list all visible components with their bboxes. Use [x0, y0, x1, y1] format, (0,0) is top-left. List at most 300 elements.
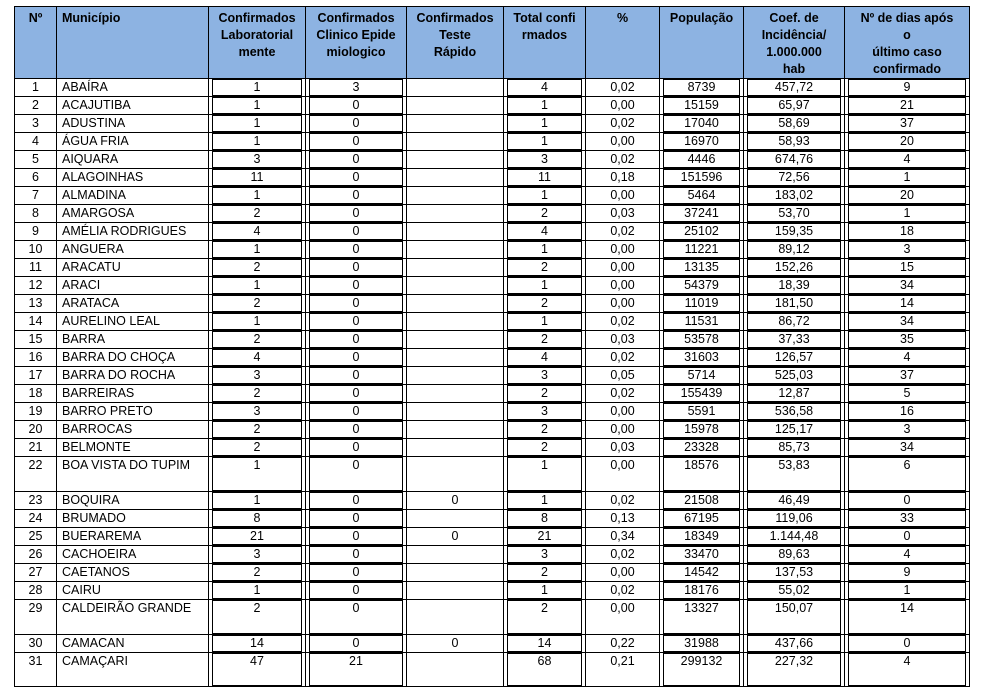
- cell-municipio: ARACI: [57, 277, 209, 295]
- cell-populacao: [660, 151, 744, 169]
- cell-coef: [744, 205, 845, 223]
- header-municipio: Município: [57, 7, 209, 79]
- cell-coef: [744, 133, 845, 151]
- cell-dias: [845, 79, 970, 97]
- cell-conf-lab-value: 1: [212, 277, 302, 294]
- cell-dias: [845, 97, 970, 115]
- cell-dias: [845, 169, 970, 187]
- cell-conf-clin-value: 0: [309, 133, 403, 150]
- cell-conf-clin: [306, 581, 407, 599]
- cell-coef-value: 125,17: [747, 421, 841, 438]
- cell-dias-value: 18: [848, 223, 966, 240]
- cell-populacao: [660, 169, 744, 187]
- cell-conf-lab: [209, 313, 306, 331]
- cell-num: 23: [15, 491, 57, 509]
- cell-num: 4: [15, 133, 57, 151]
- cell-total: [504, 223, 586, 241]
- cell-pct: 0,00: [586, 277, 660, 295]
- cell-municipio: BARREIRAS: [57, 385, 209, 403]
- cell-coef: [744, 439, 845, 457]
- cell-dias-value: 14: [848, 600, 966, 634]
- cell-total-value: 2: [507, 600, 582, 634]
- cell-num: 28: [15, 581, 57, 599]
- cell-num: 20: [15, 421, 57, 439]
- cell-populacao: [660, 385, 744, 403]
- header-dias: [845, 7, 970, 79]
- cell-total-value: 11: [507, 169, 582, 186]
- cell-conf-clin: [306, 115, 407, 133]
- cell-municipio: BOA VISTA DO TUPIM: [57, 457, 209, 492]
- table-row: [15, 295, 970, 313]
- cell-populacao-value: 8739: [663, 79, 740, 96]
- cell-total: [504, 97, 586, 115]
- cell-conf-teste: [407, 599, 504, 634]
- cell-coef: [744, 331, 845, 349]
- cell-conf-lab: [209, 527, 306, 545]
- cell-conf-lab: [209, 563, 306, 581]
- cell-populacao-value: 11019: [663, 295, 740, 312]
- cell-conf-clin: [306, 97, 407, 115]
- cell-conf-clin-value: 3: [309, 79, 403, 96]
- cell-conf-clin-value: 0: [309, 115, 403, 132]
- table-row: [15, 403, 970, 421]
- cell-pct: 0,02: [586, 349, 660, 367]
- cell-conf-teste: [407, 439, 504, 457]
- header-conf-clin: [306, 7, 407, 79]
- cell-conf-clin: [306, 295, 407, 313]
- cell-total: [504, 634, 586, 652]
- cell-dias-value: 37: [848, 115, 966, 132]
- cell-coef: [744, 457, 845, 492]
- header-coef-line: Incidência/: [761, 28, 827, 42]
- cell-populacao: [660, 367, 744, 385]
- cell-total-value: 2: [507, 295, 582, 312]
- cell-total: [504, 115, 586, 133]
- cell-dias-value: 34: [848, 439, 966, 456]
- cell-populacao: [660, 223, 744, 241]
- cell-populacao-value: 23328: [663, 439, 740, 456]
- cell-num: 18: [15, 385, 57, 403]
- header-conf-lab-line: mente: [238, 45, 276, 59]
- cell-conf-clin: [306, 491, 407, 509]
- cell-conf-lab: [209, 259, 306, 277]
- cell-pct: 0,00: [586, 295, 660, 313]
- cell-num: 27: [15, 563, 57, 581]
- cell-conf-clin-value: 0: [309, 367, 403, 384]
- cell-conf-teste: [407, 421, 504, 439]
- cell-conf-clin-value: 0: [309, 151, 403, 168]
- table-row: [15, 349, 970, 367]
- cell-conf-clin: [306, 634, 407, 652]
- cell-conf-lab: [209, 331, 306, 349]
- table-row: [15, 367, 970, 385]
- cell-pct: 0,22: [586, 634, 660, 652]
- cell-municipio: BARRA DO ROCHA: [57, 367, 209, 385]
- cell-conf-teste: 0: [407, 527, 504, 545]
- cell-num: 11: [15, 259, 57, 277]
- cell-conf-clin: [306, 331, 407, 349]
- cell-coef: [744, 151, 845, 169]
- cell-pct: 0,21: [586, 652, 660, 687]
- cell-dias: [845, 457, 970, 492]
- cell-coef-value: 119,06: [747, 510, 841, 527]
- cell-populacao: [660, 634, 744, 652]
- cell-num: 7: [15, 187, 57, 205]
- cell-populacao: [660, 277, 744, 295]
- cell-conf-clin: [306, 599, 407, 634]
- cell-conf-clin: [306, 439, 407, 457]
- table-row: [15, 599, 970, 634]
- cell-populacao: [660, 115, 744, 133]
- cell-coef: [744, 652, 845, 687]
- cell-total: [504, 367, 586, 385]
- cell-coef: [744, 509, 845, 527]
- cell-populacao: [660, 295, 744, 313]
- cell-pct: 0,18: [586, 169, 660, 187]
- cell-conf-lab: [209, 79, 306, 97]
- cell-conf-lab-value: 1: [212, 241, 302, 258]
- cell-total-value: 4: [507, 79, 582, 96]
- cell-dias-value: 35: [848, 331, 966, 348]
- cell-conf-lab: [209, 151, 306, 169]
- table-row: [15, 205, 970, 223]
- cell-pct: 0,02: [586, 223, 660, 241]
- cell-conf-clin: [306, 259, 407, 277]
- cell-total: [504, 133, 586, 151]
- cell-conf-teste: [407, 277, 504, 295]
- cell-total-value: 1: [507, 582, 582, 599]
- cell-total-value: 2: [507, 439, 582, 456]
- cell-dias: [845, 241, 970, 259]
- cell-conf-lab-value: 3: [212, 546, 302, 563]
- cell-dias-value: 4: [848, 151, 966, 168]
- cell-conf-clin-value: 0: [309, 169, 403, 186]
- cell-coef: [744, 421, 845, 439]
- cell-populacao-value: 11221: [663, 241, 740, 258]
- cell-total-value: 4: [507, 223, 582, 240]
- cell-conf-teste: [407, 457, 504, 492]
- cell-total: [504, 403, 586, 421]
- cell-total-value: 21: [507, 528, 582, 545]
- cell-municipio: ÁGUA FRIA: [57, 133, 209, 151]
- cell-dias-value: 0: [848, 492, 966, 509]
- cell-conf-lab: [209, 634, 306, 652]
- cell-conf-clin-value: 0: [309, 349, 403, 366]
- cell-conf-lab-value: 2: [212, 331, 302, 348]
- cell-num: 12: [15, 277, 57, 295]
- cell-dias-value: 37: [848, 367, 966, 384]
- cell-coef-value: 85,73: [747, 439, 841, 456]
- cell-coef: [744, 563, 845, 581]
- header-dias-line: último caso: [872, 45, 942, 59]
- cell-pct: 0,00: [586, 259, 660, 277]
- cell-num: 10: [15, 241, 57, 259]
- cell-populacao: [660, 79, 744, 97]
- cell-populacao-value: 31988: [663, 635, 740, 652]
- table-row: [15, 509, 970, 527]
- cell-municipio: BRUMADO: [57, 509, 209, 527]
- cell-dias: [845, 652, 970, 687]
- cell-num: 9: [15, 223, 57, 241]
- cell-conf-clin-value: 0: [309, 635, 403, 652]
- cell-municipio: ACAJUTIBA: [57, 97, 209, 115]
- cell-conf-lab-value: 1: [212, 97, 302, 114]
- cell-total-value: 2: [507, 564, 582, 581]
- cell-populacao-value: 13327: [663, 600, 740, 634]
- table-row: [15, 259, 970, 277]
- cell-conf-lab: [209, 277, 306, 295]
- cell-total-value: 1: [507, 277, 582, 294]
- cell-pct: 0,03: [586, 205, 660, 223]
- cell-conf-clin: [306, 421, 407, 439]
- cell-dias: [845, 331, 970, 349]
- cell-municipio: BARRA: [57, 331, 209, 349]
- cell-conf-clin-value: 0: [309, 528, 403, 545]
- cell-municipio: CAMACAN: [57, 634, 209, 652]
- cell-conf-teste: [407, 349, 504, 367]
- cell-conf-teste: [407, 313, 504, 331]
- cell-pct: 0,00: [586, 403, 660, 421]
- cell-conf-clin-value: 0: [309, 421, 403, 438]
- cell-pct: 0,05: [586, 367, 660, 385]
- table-row: [15, 133, 970, 151]
- cell-conf-clin: [306, 563, 407, 581]
- cell-num: 8: [15, 205, 57, 223]
- cell-total: [504, 491, 586, 509]
- cell-dias-value: 0: [848, 635, 966, 652]
- cell-conf-teste: [407, 97, 504, 115]
- cell-municipio: ALAGOINHAS: [57, 169, 209, 187]
- cell-pct: 0,02: [586, 313, 660, 331]
- cell-total-value: 1: [507, 457, 582, 491]
- header-pct: %: [586, 7, 660, 79]
- cell-coef-value: 72,56: [747, 169, 841, 186]
- cell-total-value: 1: [507, 313, 582, 330]
- table-row: [15, 115, 970, 133]
- cell-conf-teste: [407, 403, 504, 421]
- cell-coef-value: 55,02: [747, 582, 841, 599]
- cell-conf-teste: [407, 509, 504, 527]
- cell-conf-teste: [407, 169, 504, 187]
- cell-coef: [744, 277, 845, 295]
- cell-coef-value: 37,33: [747, 331, 841, 348]
- cell-total: [504, 457, 586, 492]
- cell-total: [504, 421, 586, 439]
- cell-total: [504, 313, 586, 331]
- header-total-line: Total confi: [513, 11, 576, 25]
- cell-coef: [744, 349, 845, 367]
- cell-coef: [744, 241, 845, 259]
- cell-populacao: [660, 652, 744, 687]
- cell-num: 22: [15, 457, 57, 492]
- cell-conf-lab-value: 3: [212, 151, 302, 168]
- cell-dias: [845, 133, 970, 151]
- cell-conf-teste: [407, 545, 504, 563]
- cell-conf-lab: [209, 421, 306, 439]
- cell-coef: [744, 79, 845, 97]
- cell-conf-teste: [407, 187, 504, 205]
- cell-conf-lab-value: 4: [212, 223, 302, 240]
- cell-pct: 0,00: [586, 187, 660, 205]
- cell-conf-clin-value: 0: [309, 259, 403, 276]
- cell-coef: [744, 581, 845, 599]
- cell-coef: [744, 403, 845, 421]
- cell-municipio: ADUSTINA: [57, 115, 209, 133]
- cell-conf-lab-value: 11: [212, 169, 302, 186]
- cell-conf-lab: [209, 295, 306, 313]
- cell-dias: [845, 563, 970, 581]
- cell-dias-value: 1: [848, 205, 966, 222]
- table-row: [15, 527, 970, 545]
- cell-dias-value: 21: [848, 97, 966, 114]
- cell-dias: [845, 259, 970, 277]
- cell-total: [504, 277, 586, 295]
- cell-coef: [744, 295, 845, 313]
- cell-coef: [744, 367, 845, 385]
- cell-coef-value: 1.144,48: [747, 528, 841, 545]
- cell-conf-clin: [306, 527, 407, 545]
- cell-populacao-value: 13135: [663, 259, 740, 276]
- cell-conf-teste: [407, 115, 504, 133]
- cell-dias-value: 3: [848, 241, 966, 258]
- cell-conf-clin-value: 0: [309, 187, 403, 204]
- cell-coef-value: 65,97: [747, 97, 841, 114]
- header-conf-lab-line: Laboratorial: [220, 28, 294, 42]
- cell-num: 16: [15, 349, 57, 367]
- cell-populacao: [660, 457, 744, 492]
- covid-municipality-table: [14, 6, 970, 687]
- cell-coef-value: 137,53: [747, 564, 841, 581]
- cell-populacao: [660, 133, 744, 151]
- cell-pct: 0,13: [586, 509, 660, 527]
- cell-conf-clin: [306, 349, 407, 367]
- table-row: [15, 169, 970, 187]
- cell-populacao: [660, 563, 744, 581]
- cell-conf-clin-value: 0: [309, 331, 403, 348]
- cell-conf-teste: [407, 205, 504, 223]
- cell-conf-teste: [407, 581, 504, 599]
- table-row: [15, 277, 970, 295]
- cell-populacao: [660, 187, 744, 205]
- cell-conf-lab-value: 2: [212, 385, 302, 402]
- header-conf-teste-line: Rápido: [433, 45, 477, 59]
- cell-conf-lab-value: 2: [212, 439, 302, 456]
- cell-conf-clin: [306, 169, 407, 187]
- cell-conf-clin-value: 0: [309, 385, 403, 402]
- cell-coef: [744, 599, 845, 634]
- cell-conf-lab: [209, 439, 306, 457]
- header-total: [504, 7, 586, 79]
- cell-conf-lab: [209, 545, 306, 563]
- cell-total-value: 3: [507, 546, 582, 563]
- cell-conf-lab-value: 1: [212, 492, 302, 509]
- cell-populacao-value: 25102: [663, 223, 740, 240]
- cell-municipio: AURELINO LEAL: [57, 313, 209, 331]
- cell-populacao-value: 151596: [663, 169, 740, 186]
- cell-conf-teste: [407, 295, 504, 313]
- cell-total-value: 3: [507, 403, 582, 420]
- cell-num: 19: [15, 403, 57, 421]
- cell-dias-value: 0: [848, 528, 966, 545]
- cell-populacao: [660, 331, 744, 349]
- cell-coef-value: 437,66: [747, 635, 841, 652]
- cell-pct: 0,00: [586, 563, 660, 581]
- cell-pct: 0,02: [586, 79, 660, 97]
- cell-num: 26: [15, 545, 57, 563]
- cell-pct: 0,34: [586, 527, 660, 545]
- cell-dias-value: 34: [848, 313, 966, 330]
- cell-num: 3: [15, 115, 57, 133]
- cell-conf-clin: [306, 367, 407, 385]
- cell-dias: [845, 599, 970, 634]
- cell-dias: [845, 115, 970, 133]
- cell-num: 2: [15, 97, 57, 115]
- cell-conf-clin: [306, 457, 407, 492]
- cell-populacao-value: 155439: [663, 385, 740, 402]
- cell-municipio: BOQUIRA: [57, 491, 209, 509]
- header-coef-line: hab: [782, 62, 806, 76]
- cell-conf-teste: [407, 367, 504, 385]
- table-row: [15, 652, 970, 687]
- cell-conf-clin: [306, 403, 407, 421]
- cell-total: [504, 581, 586, 599]
- cell-conf-clin: [306, 241, 407, 259]
- cell-populacao-value: 14542: [663, 564, 740, 581]
- cell-populacao: [660, 545, 744, 563]
- cell-conf-lab: [209, 599, 306, 634]
- cell-conf-clin: [306, 277, 407, 295]
- cell-dias-value: 20: [848, 187, 966, 204]
- cell-conf-teste: 0: [407, 634, 504, 652]
- cell-total: [504, 385, 586, 403]
- cell-conf-teste: [407, 151, 504, 169]
- cell-dias: [845, 223, 970, 241]
- cell-conf-clin-value: 0: [309, 564, 403, 581]
- cell-conf-lab-value: 2: [212, 600, 302, 634]
- cell-conf-lab: [209, 187, 306, 205]
- cell-conf-lab: [209, 133, 306, 151]
- cell-conf-lab-value: 2: [212, 205, 302, 222]
- cell-populacao: [660, 241, 744, 259]
- cell-municipio: BARROCAS: [57, 421, 209, 439]
- cell-populacao-value: 4446: [663, 151, 740, 168]
- cell-conf-lab: [209, 652, 306, 687]
- cell-num: 17: [15, 367, 57, 385]
- cell-dias: [845, 367, 970, 385]
- cell-coef: [744, 259, 845, 277]
- table-row: [15, 79, 970, 97]
- cell-total-value: 14: [507, 635, 582, 652]
- cell-pct: 0,02: [586, 581, 660, 599]
- cell-municipio: BUERAREMA: [57, 527, 209, 545]
- cell-coef-value: 181,50: [747, 295, 841, 312]
- cell-coef-value: 536,58: [747, 403, 841, 420]
- cell-total-value: 2: [507, 205, 582, 222]
- cell-municipio: BARRO PRETO: [57, 403, 209, 421]
- cell-municipio: CACHOEIRA: [57, 545, 209, 563]
- cell-dias-value: 4: [848, 546, 966, 563]
- cell-dias: [845, 545, 970, 563]
- cell-conf-lab-value: 2: [212, 421, 302, 438]
- cell-pct: 0,00: [586, 457, 660, 492]
- header-populacao: População: [660, 7, 744, 79]
- cell-coef-value: 58,93: [747, 133, 841, 150]
- cell-conf-lab: [209, 509, 306, 527]
- cell-num: 6: [15, 169, 57, 187]
- cell-dias-value: 1: [848, 582, 966, 599]
- cell-total: [504, 169, 586, 187]
- cell-dias-value: 20: [848, 133, 966, 150]
